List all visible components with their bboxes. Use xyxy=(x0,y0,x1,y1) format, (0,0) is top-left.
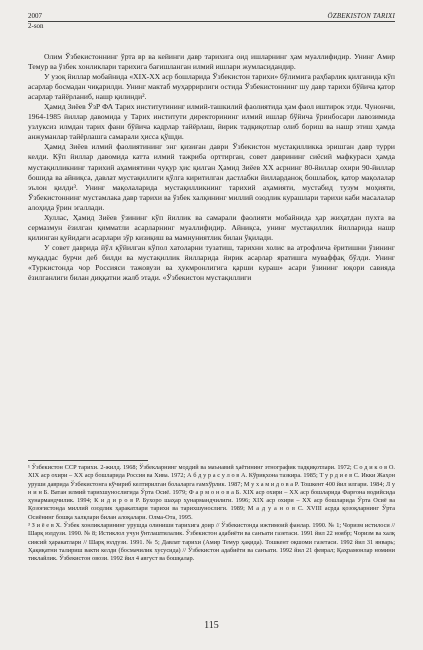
footnote: ¹ Ўзбекистон ССР тарихи. 2-жилд. 1968; Ўзбекларнинг моддий ва маънавий ҳаётининг этнографик тадқиқотлари. 1972; С о д и к о в О. XIX аср охири – ХХ аср бошларида Россия ва Хива. 1972; А б д у р а с у л о в А. Кўриқхона тазкира. 1985; Т у р д и е в С. Икки Жаҳон уруши даврида Ўзбекистонга кўчириб келтирилган болаларга ғамхўрлик. 1987; М у х а м и д о в а Р. Тошкент 400 йил илгари. 1984; Л у н и н Б. Ватан илмий тарихшунослигида Ўрта Осиё. 1979; Ф а р м о н о в а Б. XIX аср охири – ХХ аср бошларида Фарғона водийсида ҳунармандчилик. 1994; К и д и р о в Р. Бухоро шаҳар ҳунармандчилиги. 1996; XIX аср охири – ХХ аср бошларида Ўрта Осиё ва Қозоғистонда миллий озодлик ҳаракатлари тарихи ва тарихшунослиги. 1989; М а д у а н о в С. XVIII асрда қозоқларнинг Ўрта Осиёнинг бошқа халқлари билан алоқалари. Олма-Ота, 1995. xyxy=(28,464,395,521)
header-issue: 2-son xyxy=(28,22,44,30)
paragraph: У узоқ йиллар мобайнида «XIX-XX аср бошларида Ўзбекистон тарихи» бўлимига раҳбарлик қилганида кўп асарлар босмадан чиқарилди. Унинг мактаб муҳаррирлиги остида Ўзбекистоннинг шу давр тарихи бўйича қатор асарлар тайёрланиб, нашр қилинди². xyxy=(28,72,395,102)
paragraph: Олим Ўзбекистоннинг ўрта вр ва кейинги давр тарихига оид ишларнинг ҳам муаллифидир. Унинг Амир Темур ва ўзбек хонликлари тарихига бағишланган илмий ишлари жумласидандир. xyxy=(28,52,395,72)
paragraph: У совет даврида йўл қўйилган кўпол хатоларни тузатиш, тарихни холис ва атрофлича ёритишни ўзининг муқаддас бурчи деб билди ва мустақиллик йилларида йирик асарлар яратишга муваффақ бўлди. Унинг «Туркистонда чор Россияси тажовузи ва ҳукмронлигига қарши кураш» асари ўзининг юқори савияда ёзилганлиги билан диққатни жалб этади. «Ўзбекистон мустақиллиги xyxy=(28,242,395,283)
paragraph: Ҳамид Зиёев ЎзР ФА Тарих институтининг илмий-ташкилий фаолиятида ҳам фаол иштирок этди. Чунончи, 1964-1985 йиллар давомида у Тарих институти директорининг илмий ишлар бўйича ўринбосари лавозимида узлуксиз илмдан тарих фани бўйича кадрлар тайёрлаш, йирик тадқиқотлар олиб бориш ва нашр этиш ҳамда анжуманлар тайёрлашга самарали ҳисса қўшди. xyxy=(28,102,395,142)
footnote: ³ З и ё е в Х. Ўзбек хонликларининг урушда олиниши тарихига доир // Ўзбекистонда ижтимоий фанлар. 1990. № 1; Чоризм истилоси // Шарқ юлдузи. 1990. № 8; Истиклол учун ўнтлаштилалик. Ўзбекистон адабиёти ва санъати газетаси. 1991 йил 22 ноябр; Чоризм ва халқ сиясий ҳаракатлари // Шарқ юлдузи. 1991. № 5; Давлат тарихи (Амир Темур ҳақида). Тошкент оқшоми газетаси. 1992 йил 31 январь; Ҳақиқатни талириш вакти келди (босмачилик хусусида) // Ўзбекистон адабиёти ва санъати. 1992 йил 21 феврал; Қаҳрамонлар номини тиклайлик. Ўзбекистон овози. 1992 йил 4 август ва бошқалар. xyxy=(28,522,395,563)
paragraph: Ҳамид Зиёев илмий фаолиятининг энг қизиған даври Ўзбекистон мустақилликка эришган давр турри келди. Кўп йиллар давомида катта илмий тажриба орттирган, совет даврининг сиёсий мафкураси ҳамда мустақилликнинг тарихий аҳамиятини чуқур ҳис қилган Ҳамид Зиёев ХХ асрнинг 80-йиллар охири 90-йиллар бошида ва айниқса, давлат мустақиллиги қўлга киритилган дастлабки йилларданоқ бошлабоқ, қатор мақолалар эълон қилди³. Унинг мақолаларида мустақилликнинг тарихий аҳамияти, мустабид тузум моҳияти, Ўзбекистоннинг мустамлака давр тарихи ва ўзбек халқининг миллий озодлик курашлари тарихи каби масалалар алоҳида ўрин эгаллади. xyxy=(28,142,395,212)
header-rule xyxy=(28,21,395,22)
footnote-rule xyxy=(28,460,148,461)
header-journal-title: ÖZBEKISTON TARIXI xyxy=(327,12,395,20)
footnotes xyxy=(28,464,395,564)
header-year: 2007 xyxy=(28,12,42,20)
article-body xyxy=(28,52,395,283)
paragraph: Хуллас, Ҳамид Зиёев ўзининг кўп йиллик ва самарали фаолияти мобайнида ҳар жиҳатдан пухта ва сермазмун ёзилган қимматли асарларнинг муаллифидир. Айниқса, унинг мустақиллик йилларида нашр қилинган қуйидаги асарлари зўр кизиқиш ва мамнуниятлик билан ўқилади. xyxy=(28,212,395,242)
page-number: 115 xyxy=(204,620,219,631)
